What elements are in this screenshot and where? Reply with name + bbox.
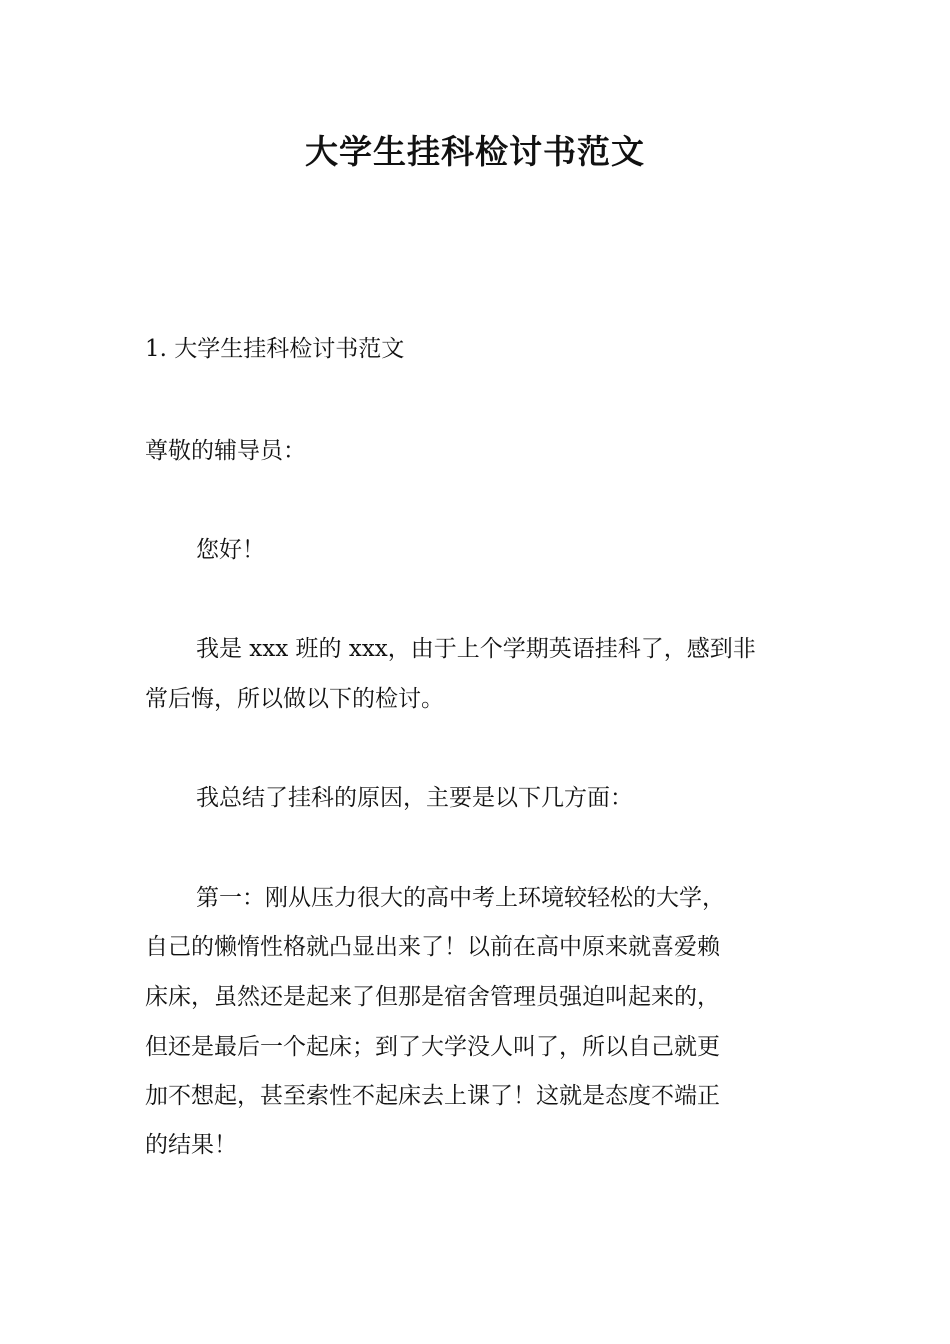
paragraph-3-line-5: 加不想起，甚至索性不起床去上课了！这就是态度不端正 — [145, 1083, 720, 1109]
paragraph-1-line-1: 我是 xxx 班的 xxx，由于上个学期英语挂科了，感到非 — [196, 636, 756, 662]
paragraph-2-line-1: 我总结了挂科的原因，主要是以下几方面： — [196, 785, 633, 811]
paragraph-3-line-4: 但还是最后一个起床；到了大学没人叫了，所以自己就更 — [145, 1034, 720, 1060]
paragraph-1-line-2: 常后悔，所以做以下的检讨。 — [145, 686, 444, 712]
paragraph-3-line-3: 床床，虽然还是起来了但那是宿舍管理员强迫叫起来的， — [145, 984, 720, 1010]
document-title: 大学生挂科检讨书范文 — [305, 132, 645, 171]
greeting: 您好！ — [196, 537, 265, 563]
paragraph-3-line-2: 自己的懒惰性格就凸显出来了！以前在高中原来就喜爱赖 — [145, 934, 720, 960]
paragraph-3-line-1: 第一：刚从压力很大的高中考上环境较轻松的大学， — [196, 885, 725, 911]
salutation: 尊敬的辅导员： — [145, 438, 306, 464]
paragraph-3-line-6: 的结果！ — [145, 1132, 237, 1158]
section-heading: 1. 大学生挂科检讨书范文 — [145, 336, 405, 362]
